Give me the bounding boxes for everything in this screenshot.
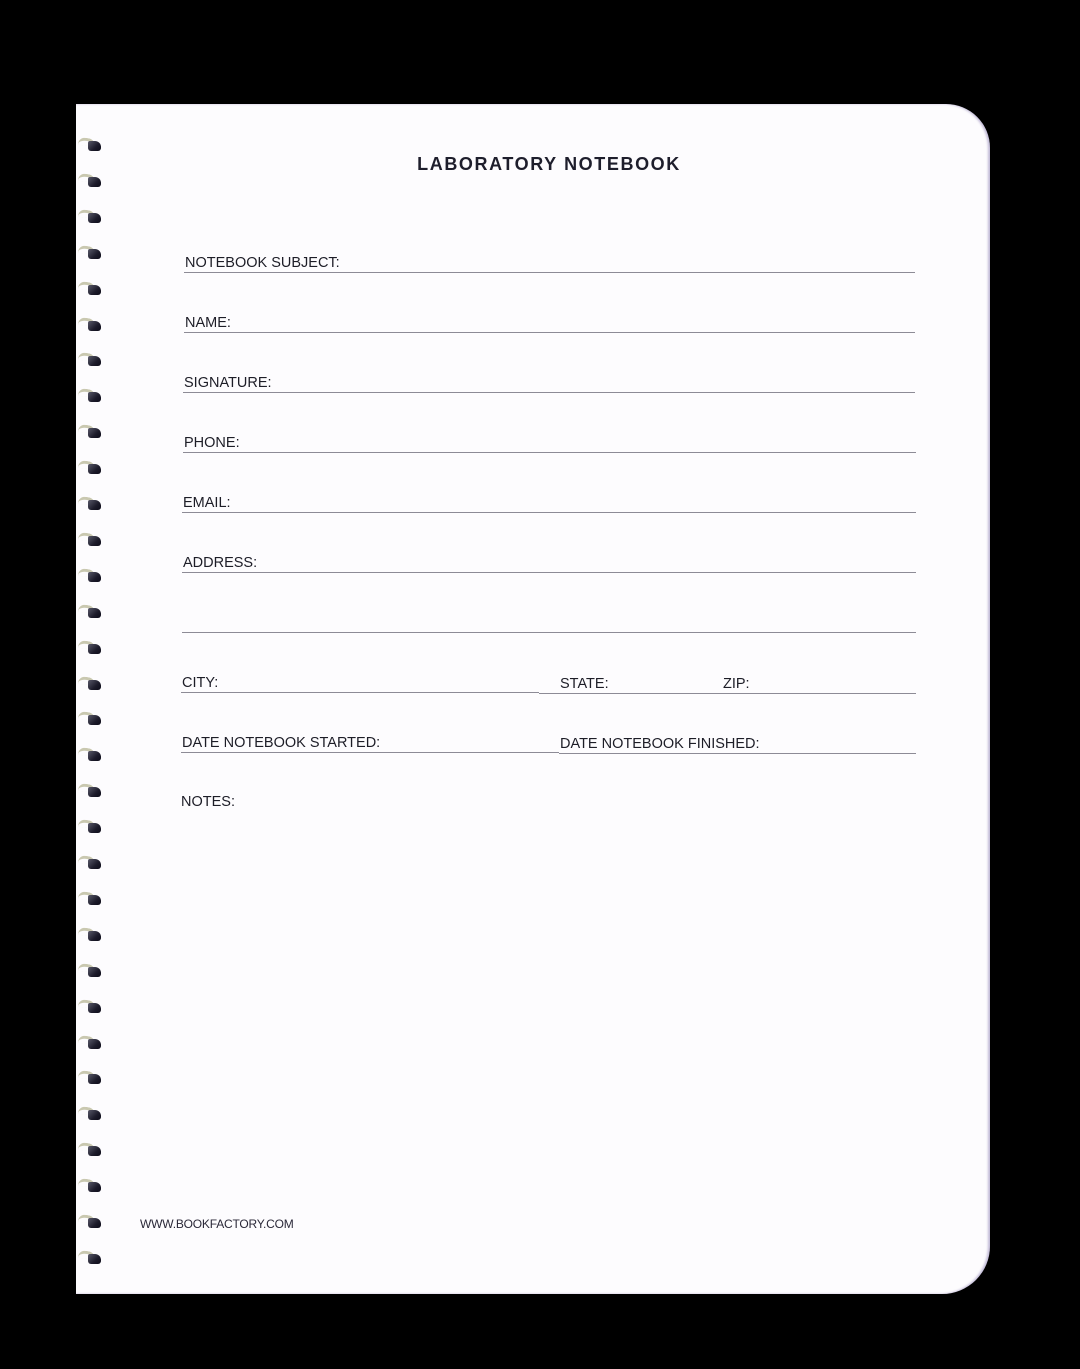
spiral-binding (76, 104, 106, 1294)
spiral-coil-icon (78, 892, 102, 906)
notebook-subject-label: NOTEBOOK SUBJECT: (185, 255, 340, 271)
address-field[interactable] (182, 550, 916, 573)
date-started-input[interactable] (181, 730, 559, 752)
name-field[interactable] (184, 310, 915, 333)
signature-input[interactable] (183, 370, 915, 392)
date-finished-input[interactable] (559, 731, 916, 753)
spiral-coil-icon (78, 820, 102, 834)
footer-url: WWW.BOOKFACTORY.COM (140, 1217, 294, 1231)
spiral-coil-icon (78, 461, 102, 475)
phone-field[interactable] (183, 430, 916, 453)
spiral-coil-icon (78, 246, 102, 260)
spiral-coil-icon (78, 533, 102, 547)
spiral-coil-icon (78, 964, 102, 978)
signature-label: SIGNATURE: (184, 375, 272, 391)
spiral-coil-icon (78, 1215, 102, 1229)
address-label: ADDRESS: (183, 555, 258, 571)
notes-label: NOTES: (181, 794, 235, 810)
zip-field[interactable] (721, 671, 916, 694)
email-label: EMAIL: (183, 495, 231, 511)
address-input[interactable] (182, 550, 916, 572)
phone-label: PHONE: (184, 435, 240, 451)
spiral-coil-icon (78, 1251, 102, 1265)
spiral-coil-icon (78, 174, 102, 188)
spiral-coil-icon (78, 210, 102, 224)
spiral-coil-icon (78, 748, 102, 762)
notebook-subject-input[interactable] (184, 250, 915, 272)
notes-textarea[interactable] (181, 819, 920, 1193)
spiral-coil-icon (78, 856, 102, 870)
spiral-coil-icon (78, 569, 102, 583)
date-finished-field[interactable] (559, 731, 916, 754)
zip-label: ZIP: (723, 676, 750, 692)
spiral-coil-icon (78, 712, 102, 726)
state-field[interactable] (539, 671, 721, 694)
spiral-coil-icon (78, 784, 102, 798)
state-label: STATE: (560, 676, 609, 692)
date-started-field[interactable] (181, 730, 559, 753)
name-label: NAME: (185, 315, 231, 331)
spiral-coil-icon (78, 497, 102, 511)
spiral-coil-icon (78, 677, 102, 691)
state-input[interactable] (539, 671, 721, 693)
spiral-coil-icon (78, 1071, 102, 1085)
email-field[interactable] (182, 490, 916, 513)
spiral-coil-icon (78, 1036, 102, 1050)
notebook-page (76, 104, 990, 1294)
notebook-subject-field[interactable] (184, 250, 915, 273)
zip-input[interactable] (721, 671, 916, 693)
spiral-coil-icon (78, 425, 102, 439)
name-input[interactable] (184, 310, 915, 332)
city-field[interactable] (181, 670, 539, 693)
spiral-coil-icon (78, 1143, 102, 1157)
phone-input[interactable] (183, 430, 916, 452)
spiral-coil-icon (78, 605, 102, 619)
date-started-label: DATE NOTEBOOK STARTED: (182, 735, 381, 751)
page-title: LABORATORY NOTEBOOK (417, 154, 681, 174)
spiral-coil-icon (78, 1107, 102, 1121)
date-finished-label: DATE NOTEBOOK FINISHED: (560, 736, 760, 752)
spiral-coil-icon (78, 389, 102, 403)
spiral-coil-icon (78, 1179, 102, 1193)
spiral-coil-icon (78, 928, 102, 942)
signature-field[interactable] (183, 370, 915, 393)
city-input[interactable] (181, 670, 539, 692)
email-input[interactable] (182, 490, 916, 512)
address-line2-input[interactable] (182, 610, 916, 632)
address-line2-field[interactable] (182, 610, 916, 633)
spiral-coil-icon (78, 282, 102, 296)
spiral-coil-icon (78, 353, 102, 367)
spiral-coil-icon (78, 138, 102, 152)
spiral-coil-icon (78, 1000, 102, 1014)
spiral-coil-icon (78, 318, 102, 332)
city-label: CITY: (182, 675, 219, 691)
spiral-coil-icon (78, 641, 102, 655)
